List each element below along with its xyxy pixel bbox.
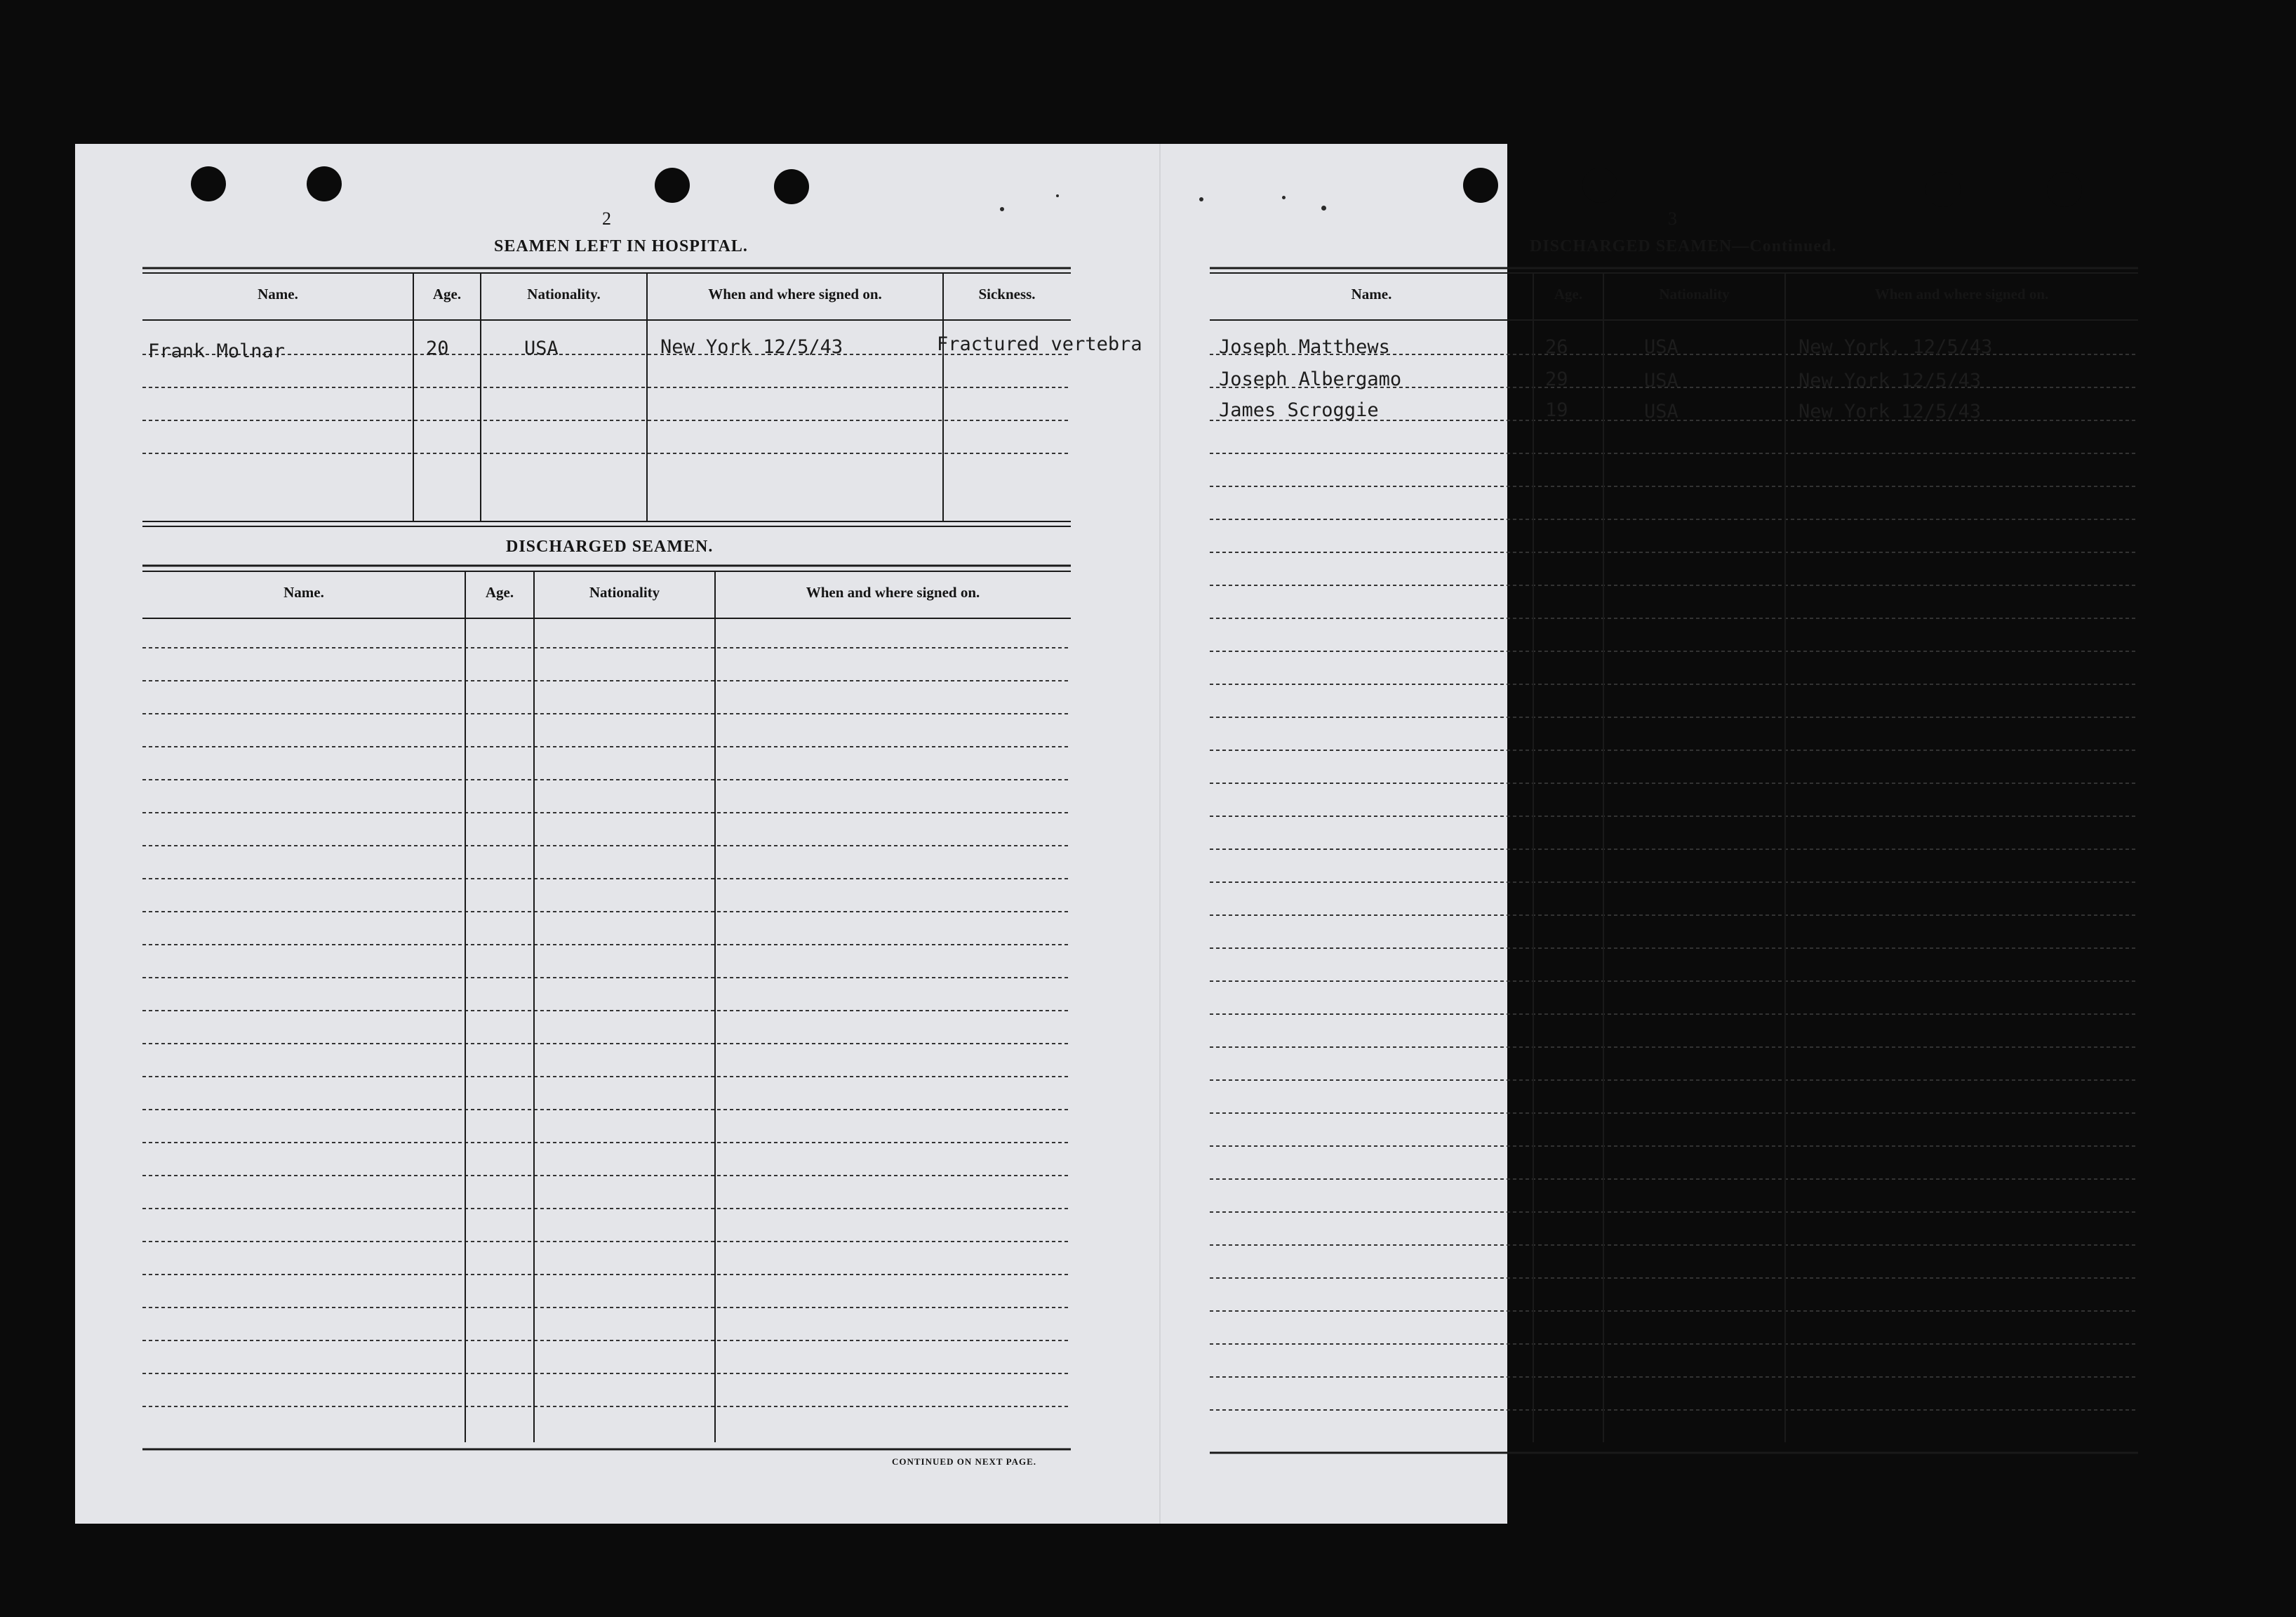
- right-row-signed-on: New York, 12/5/43: [1798, 336, 1993, 358]
- right-row-age: 26: [1545, 336, 1568, 358]
- right-row-name: Joseph Albergamo: [1219, 368, 1402, 390]
- right-row-nationality: USA: [1644, 336, 1678, 358]
- right-row-signed-on: New York 12/5/43: [1798, 370, 1982, 392]
- discharged-header-nationality: Nationality: [589, 584, 660, 601]
- continued-footer: CONTINUED ON NEXT PAGE.: [892, 1456, 1036, 1467]
- hospital-row-nationality: USA: [524, 338, 559, 359]
- right-header-signed-on: When and where signed on.: [1874, 286, 2049, 302]
- section-title-discharged: DISCHARGED SEAMEN.: [506, 538, 714, 556]
- binder-hole: [1582, 168, 1617, 203]
- discharged-header-signed-on: When and where signed on.: [806, 584, 980, 601]
- right-header-name: Name.: [1351, 286, 1392, 302]
- right-row-signed-on: New York 12/5/43: [1798, 401, 1982, 422]
- discharged-header-name: Name.: [283, 584, 324, 601]
- right-header-nationality: Nationality: [1659, 286, 1730, 302]
- right-row-nationality: USA: [1644, 370, 1678, 392]
- discharged-header-age: Age.: [485, 584, 514, 601]
- hospital-header-name: Name.: [258, 286, 298, 302]
- section-title-discharged-continued: DISCHARGED SEAMEN—Continued.: [1530, 237, 1837, 255]
- binder-hole: [2047, 172, 2082, 207]
- section-title-hospital: SEAMEN LEFT IN HOSPITAL.: [494, 237, 748, 255]
- binder-hole: [1925, 172, 1961, 207]
- hospital-header-signed-on: When and where signed on.: [708, 286, 882, 302]
- document-sheet: [75, 144, 2049, 1524]
- right-row-name: Joseph Matthews: [1219, 336, 1390, 358]
- hospital-header-age: Age.: [432, 286, 462, 302]
- page-number-right: 3: [1668, 208, 1677, 229]
- hospital-row-sickness: Fractured vertebra: [937, 333, 1142, 355]
- hospital-row-name: Frank Molnar: [148, 340, 286, 362]
- right-row-age: 19: [1545, 399, 1568, 421]
- right-header-age: Age.: [1554, 286, 1583, 302]
- right-row-age: 29: [1545, 368, 1568, 390]
- right-row-nationality: USA: [1644, 401, 1678, 422]
- hospital-header-nationality: Nationality.: [527, 286, 601, 302]
- right-row-name: James Scroggie: [1219, 399, 1379, 421]
- hospital-row-signed-on: New York 12/5/43: [660, 336, 843, 358]
- hospital-row-age: 20: [426, 338, 449, 359]
- page-number-left: 2: [602, 208, 611, 229]
- hospital-header-sickness: Sickness.: [978, 286, 1036, 302]
